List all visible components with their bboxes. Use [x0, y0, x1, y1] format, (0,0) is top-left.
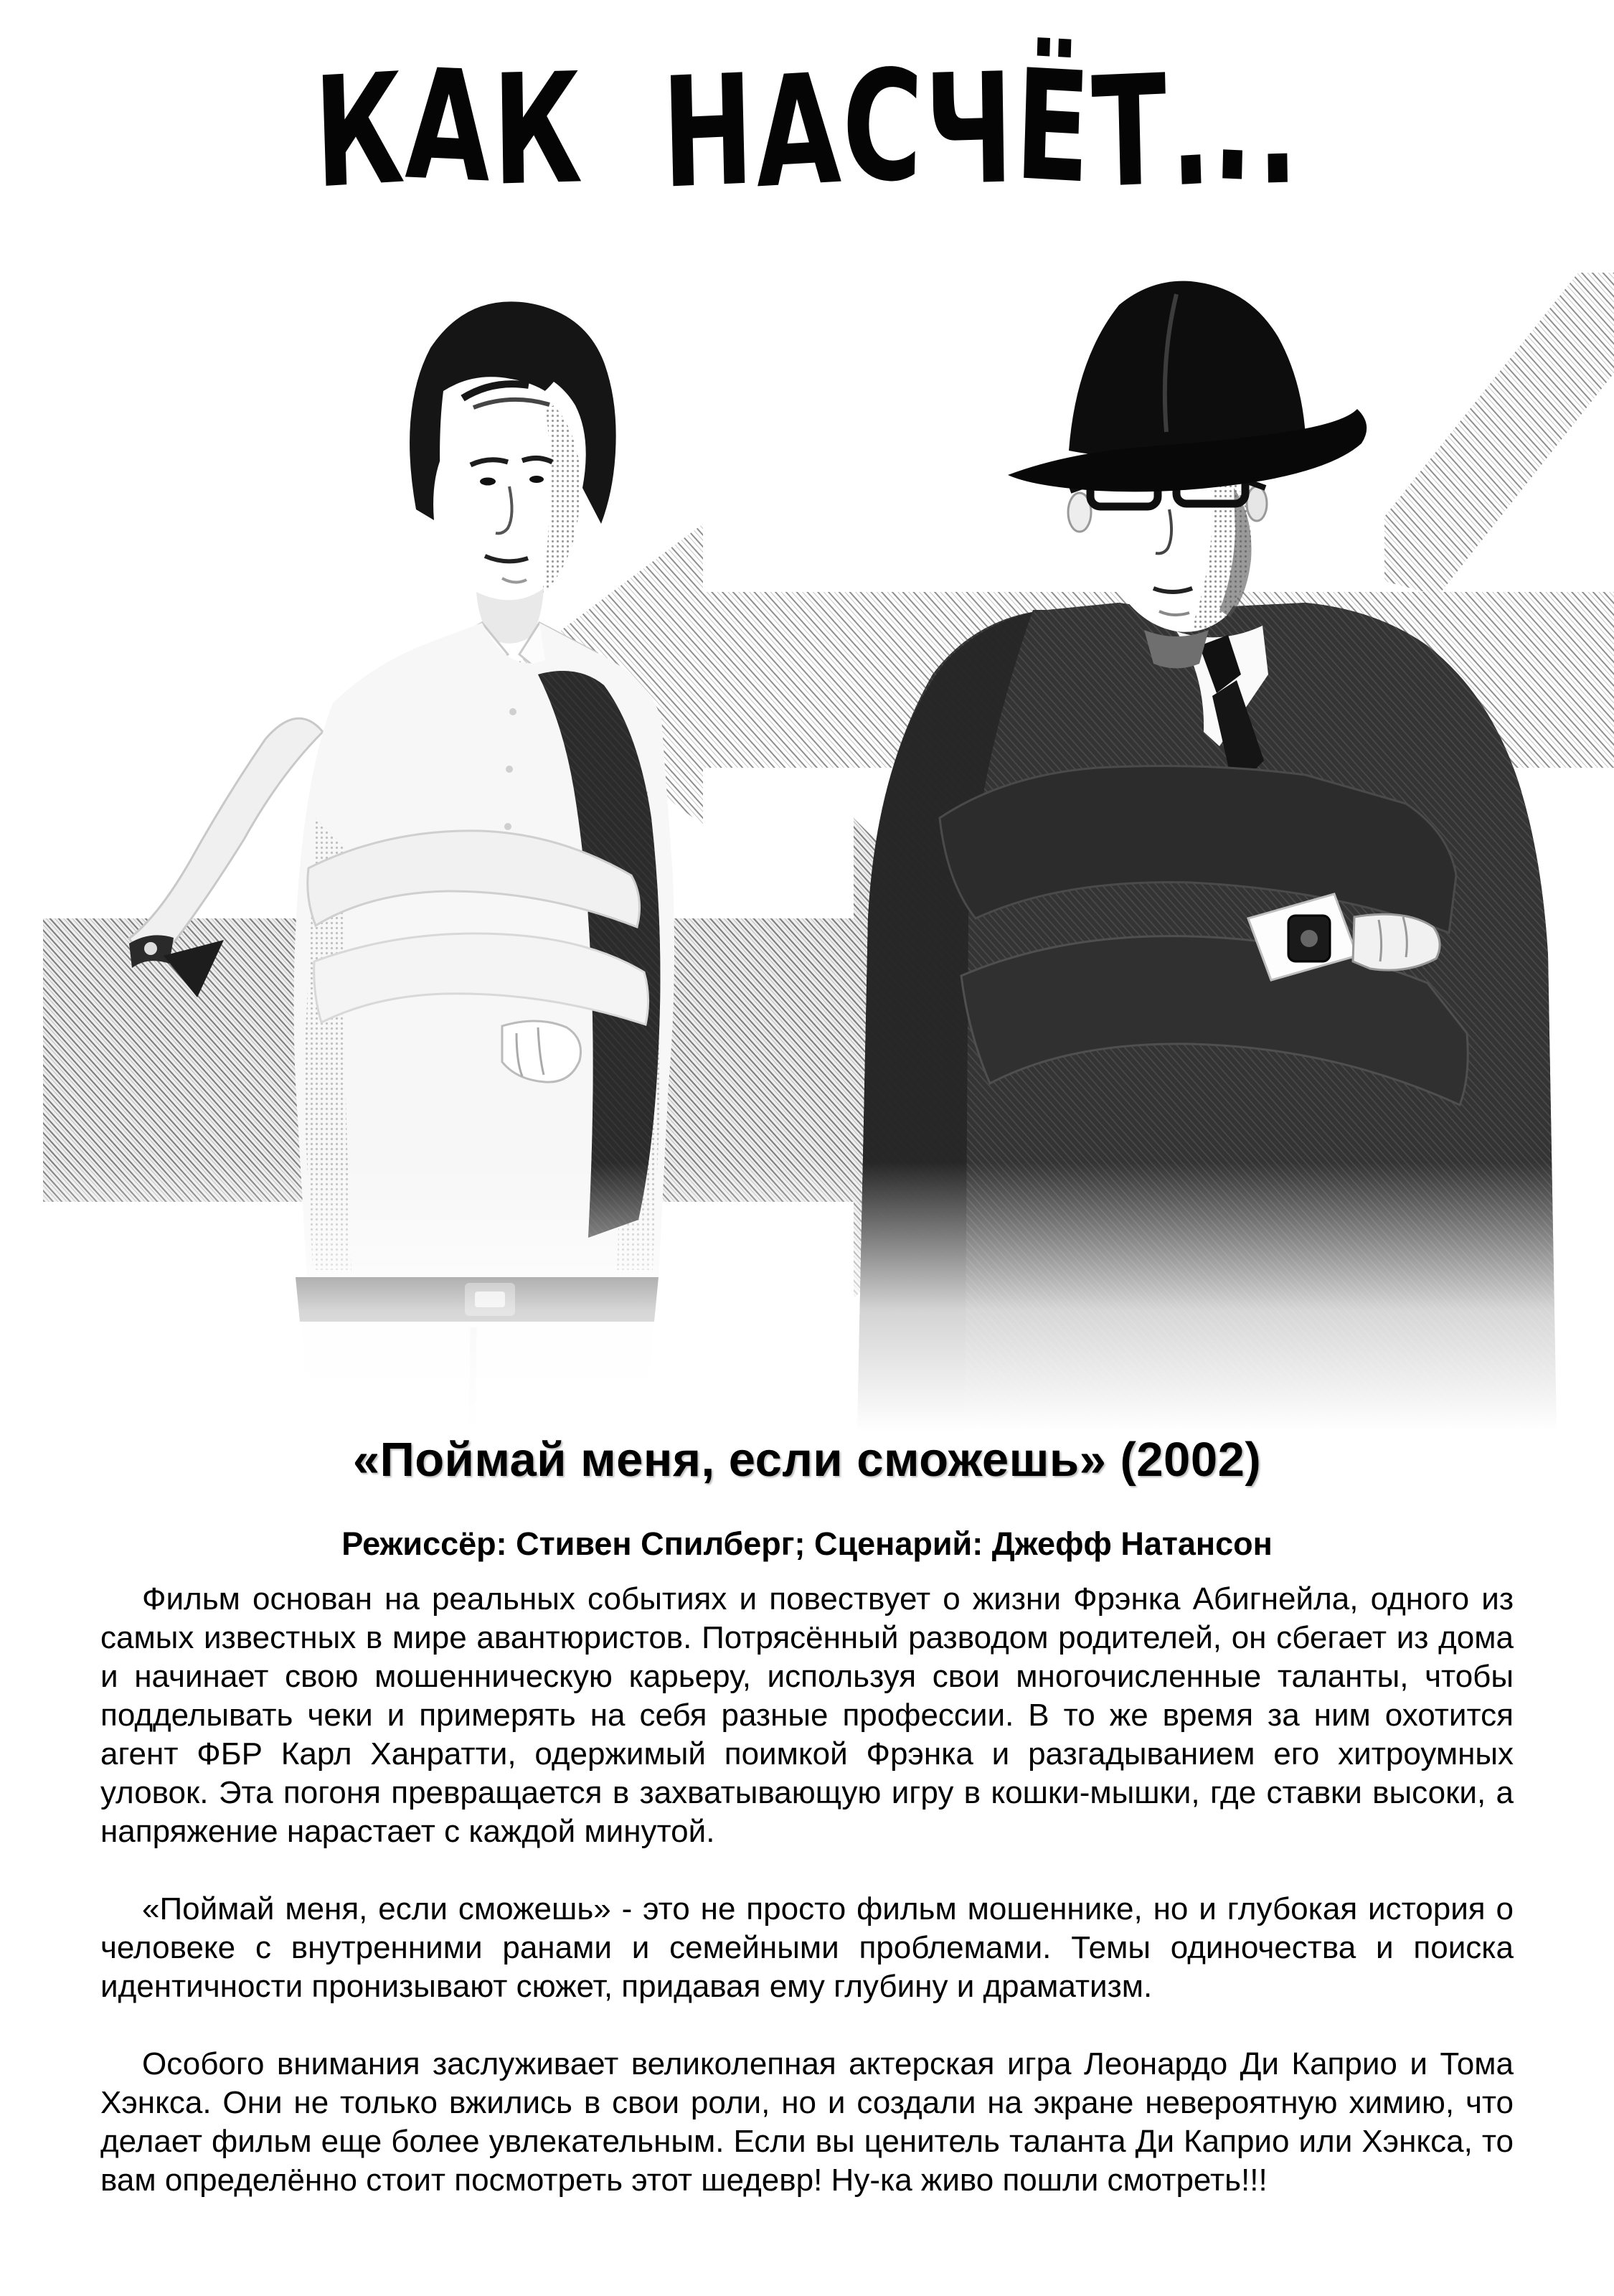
movie-title: «Поймай меня, если сможешь» (2002) — [352, 1433, 1262, 1487]
review-paragraph-2: «Поймай меня, если сможешь» - это не просто фильм мошеннике, но и глубокая история о человеке с внутренними ранами и семейными проблемами. Темы одиночества и поиска идентичности пронизывают сюжет, придавая ему глубину и драматизм. — [100, 1891, 1514, 2004]
page-title-text: КАК НАСЧЁТ... — [311, 35, 1301, 222]
movie-credits: Режиссёр: Стивен Спилберг; Сценарий: Джефф Натансон — [341, 1525, 1273, 1562]
review-paragraph-3: Особого внимания заслуживает великолепная актерская игра Леонардо Ди Каприо и Тома Хэнкса. Они не только вжились в свои роли, но и создали на экране невероятную химию, что делает фильм еще более увлекательным. Если вы ценитель таланта Ди Каприо или Хэнкса, то вам определённо стоит посмотреть этот шедевр! Ну-ка живо пошли смотреть!!! — [100, 2046, 1514, 2198]
review-text — [100, 1580, 1514, 2239]
top-right-hatch-band — [1384, 273, 1614, 596]
movie-collage-image — [43, 273, 1614, 1431]
review-paragraph-1: Фильм основан на реальных событиях и повествует о жизни Фрэнка Абигнейла, одного из самых известных в мире авантюристов. Потрясённый разводом родителей, он сбегает из дома и начинает свою мошенническую карьеру, используя свои многочисленные таланты, чтобы подделывать чеки и примерять на себя разные профессии. В то же время за ним охотится агент ФБР Карл Ханратти, одержимый поимкой Фрэнка и разгадыванием его хитроумных уловок. Эта погоня превращается в захватывающую игру в кошки-мышки, где ставки высоки, а напряжение нарастает с каждой минутой. — [100, 1581, 1514, 1849]
fade-overlay — [43, 1162, 1614, 1431]
page-title — [0, 35, 1614, 222]
